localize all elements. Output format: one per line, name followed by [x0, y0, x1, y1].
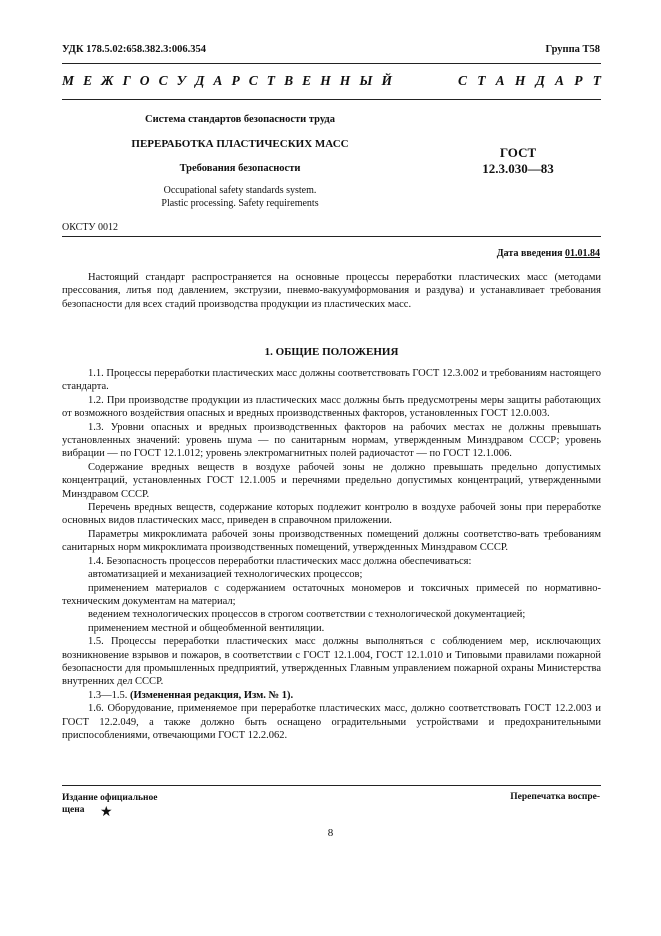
udk-code: УДК 178.5.02:658.382.3:006.354: [62, 44, 206, 55]
paragraph: Параметры микроклимата рабочей зоны производственных помещений должны соответство-вать требованиям санитарных норм микроклимата производственных помещений, утвержденных Минздравом СССР.: [62, 528, 601, 554]
banner-letter: Н: [320, 73, 331, 88]
banner-word-standard: [458, 73, 601, 89]
section-body: [62, 367, 601, 742]
banner-letter: Р: [231, 73, 240, 88]
paragraph: автоматизацией и механизацией технологических процессов;: [88, 569, 363, 581]
document-title: ПЕРЕРАБОТКА ПЛАСТИЧЕСКИХ МАСС: [131, 138, 349, 150]
banner-letter: Е: [302, 73, 312, 88]
interstate-standard-banner: [62, 73, 601, 89]
introduction-date: [497, 248, 600, 259]
amendment-note: [62, 689, 601, 702]
banner-letter: С: [458, 73, 468, 88]
introduction-date-label: Дата введения: [496, 248, 563, 259]
paragraph: 1.6. Оборудование, применяемое при переработке пластических масс, должно соответствовать ГОСТ 12.2.003 и ГОСТ 12.2.049, а также должно быть оснащено оградительными устройствами и предохранительными приспособлениями, отвечающими ГОСТ 12.2.062.: [62, 703, 601, 741]
banner-letter: Г: [122, 73, 131, 88]
banner-letter: Р: [574, 73, 583, 88]
banner-letter: Н: [339, 73, 351, 88]
gost-designation: [468, 145, 568, 177]
gost-number: 12.3.030—83: [482, 161, 554, 176]
banner-letter: Т: [592, 73, 601, 88]
paragraph: применением материалов с содержанием остаточных мономеров и токсичных примесей по нормативно-техническим документам на материал;: [62, 582, 601, 607]
paragraph: Настоящий стандарт распространяется на основные процессы переработки пластических масс (методами прессования, литья под давлением, экструзии, пневмо-вакуумформования и раздува) и устанавливает требования безопасности для всех стадий производства продукции из пластических масс.: [62, 272, 601, 310]
banner-letter: О: [139, 73, 150, 88]
paragraph: 1.2. При производстве продукции из пластических масс должны быть предусмотрены меры защиты работающих от возможного воздействия опасных и вредных производственных факторов, установленных ГОСТ 12.0.003.: [62, 394, 601, 420]
paragraph: 1.4. Безопасность процессов переработки пластических масс должна обеспечиваться:: [88, 555, 472, 567]
introduction-date-value: 01.01.84: [565, 248, 600, 259]
system-title: Система стандартов безопасности труда: [145, 114, 335, 125]
star-icon: ★: [100, 805, 113, 820]
banner-letter: Е: [83, 73, 93, 88]
group-code: Группа Т58: [545, 44, 600, 55]
section-heading: 1. ОБЩИЕ ПОЛОЖЕНИЯ: [264, 346, 399, 358]
english-title: [62, 184, 418, 210]
paragraph: Содержание вредных веществ в воздухе рабочей зоны не должно превышать предельно допустимых концентраций, установленных ГОСТ 12.1.005 и перечнями предельно допустимых концентраций, утвержденными Минздравом СССР.: [62, 461, 601, 500]
english-title-line-2: Plastic processing. Safety requirements: [161, 198, 319, 209]
reprint-prohibited-note: Перепечатка воспре-: [510, 792, 600, 802]
banner-letter: Н: [514, 73, 526, 88]
amendment-prefix: 1.3—1.5.: [88, 689, 128, 701]
footer-divider: [62, 785, 601, 786]
paragraph: 1.1. Процессы переработки пластических масс должны соответствовать ГОСТ 12.3.002 и требованиям настоящего стандарта.: [62, 368, 601, 393]
page-number: 8: [327, 827, 334, 839]
paragraph: Перечень вредных веществ, содержание которых подлежит контролю в воздухе рабочей зоны при переработке основных видов пластических масс, приведен в справочном приложении.: [62, 502, 601, 527]
banner-divider: [62, 99, 601, 100]
banner-letter: А: [555, 73, 565, 88]
paragraph: 1.3. Уровни опасных и вредных производственных факторов на рабочих местах не должны превышать установленных значений: уровень шума — по санитарным нормам, утвержденным Минздравом СССР; уровень вибрации — по ГОСТ 12.1.012; уровень электромагнитных полей радиочастот — по ГОСТ 12.1.006.: [62, 421, 601, 460]
middle-divider: [62, 236, 601, 237]
banner-letter: С: [248, 73, 258, 88]
section-paragraphs: [62, 367, 601, 689]
banner-letter: Ы: [359, 73, 373, 88]
banner-letter: Ж: [101, 73, 114, 88]
gost-label: ГОСТ: [499, 145, 537, 160]
official-edition-line-2: щена: [62, 805, 85, 815]
banner-word-interstate: [62, 73, 392, 89]
paragraph: 1.5. Процессы переработки пластических масс должны выполняться с соблюдением мер, исключающих возникновение взрывов и пожаров, в соответствии с ГОСТ 12.1.004, ГОСТ 12.1.010 и Типовыми правилами пожарной безопасности для промышленных предприятий, утвержденных Главным управлением пожарной охраны Министерства внутренних дел СССР.: [62, 636, 601, 688]
banner-letter: Д: [535, 73, 545, 88]
banner-letter: В: [284, 73, 294, 88]
banner-letter: С: [158, 73, 168, 88]
banner-letter: У: [176, 73, 187, 88]
banner-letter: Й: [381, 73, 392, 88]
banner-letter: Д: [195, 73, 205, 88]
banner-letter: Т: [477, 73, 486, 88]
document-subtitle: Требования безопасности: [179, 163, 301, 174]
banner-letter: М: [62, 73, 75, 88]
okstu-code: ОКСТУ 0012: [62, 222, 119, 233]
paragraph: применением местной и общеобменной вентиляции.: [88, 622, 325, 634]
banner-letter: Т: [266, 73, 276, 88]
official-edition-line-1: Издание официальное: [62, 793, 158, 803]
intro-paragraph: [62, 271, 601, 311]
english-title-line-1: Occupational safety standards system.: [163, 185, 317, 196]
banner-letter: А: [495, 73, 505, 88]
paragraph: ведением технологических процессов в строгом соответствии с технологической документацией;: [88, 609, 526, 621]
amendment-label: (Измененная редакция, Изм. № 1).: [130, 689, 294, 701]
top-divider: [62, 63, 601, 64]
banner-letter: А: [213, 73, 223, 88]
